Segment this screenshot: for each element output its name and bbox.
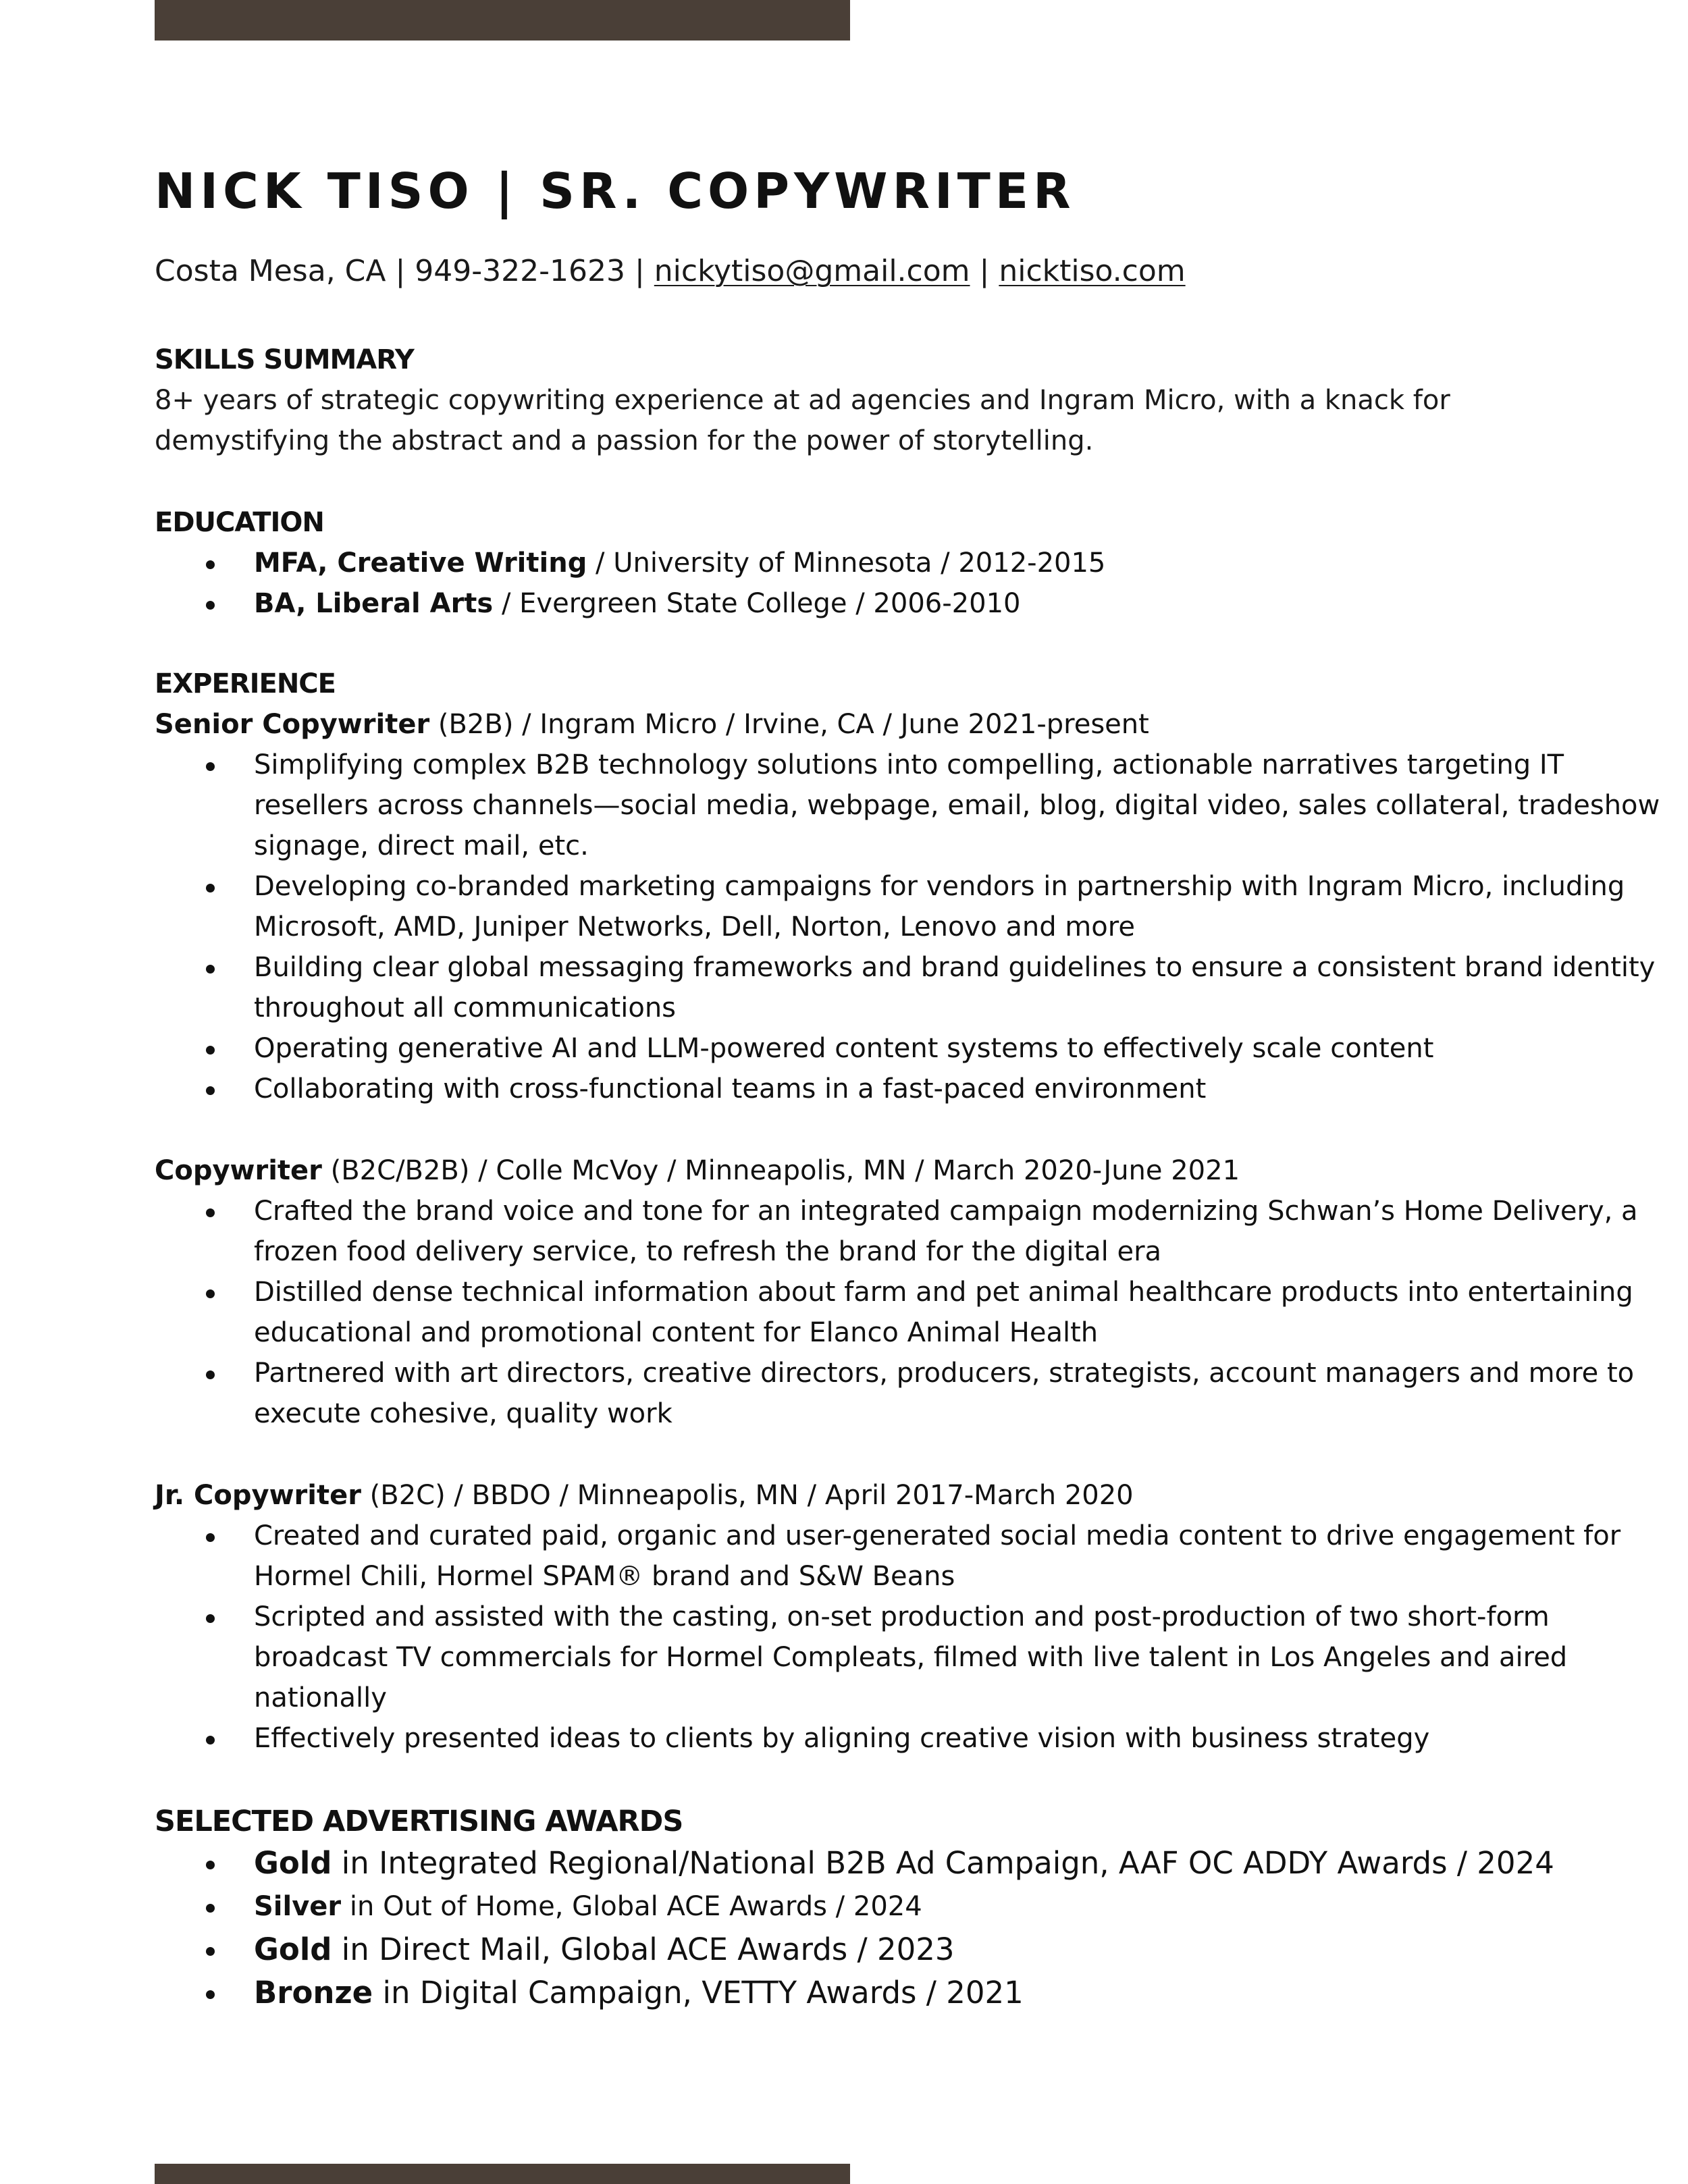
name-title-heading: NICK TISO | SR. COPYWRITER — [155, 163, 1076, 219]
list-item: Partnered with art directors, creative directors, producers, strategists, account managers and more to execute cohesive, quality work — [155, 1353, 1685, 1434]
award-detail: in Out of Home, Global ACE Awards / 2024 — [341, 1891, 922, 1922]
education-list — [155, 543, 1546, 624]
awards-heading: SELECTED ADVERTISING AWARDS — [155, 1805, 683, 1838]
skills-text: 8+ years of strategic copywriting experience at ad agencies and Ingram Micro, with a knack for demystifying the abstract and a passion for the power of storytelling. — [155, 385, 1450, 456]
contact-line — [155, 251, 1186, 292]
list-item — [155, 1928, 1685, 1971]
skills-section — [155, 340, 1546, 461]
list-item: Collaborating with cross-functional teams in a fast-paced environment — [155, 1069, 1685, 1109]
degree-detail: / University of Minnesota / 2012-2015 — [587, 548, 1106, 579]
separator: | — [970, 254, 999, 288]
list-item — [155, 583, 1685, 624]
list-item: Developing co-branded marketing campaigns for vendors in partnership with Ingram Micro, including Microsoft, AMD, Juniper Networks, Dell, Norton, Lenovo and more — [155, 866, 1685, 947]
job-detail: (B2B) / Ingram Micro / Irvine, CA / June 2021-present — [429, 709, 1149, 740]
job-detail: (B2C) / BBDO / Minneapolis, MN / April 2017-March 2020 — [361, 1480, 1134, 1511]
education-section — [155, 502, 1546, 624]
website-link[interactable]: nicktiso.com — [999, 254, 1186, 288]
award-detail: in Digital Campaign, VETTY Awards / 2021 — [373, 1975, 1024, 2010]
list-item — [155, 1842, 1685, 1885]
job-title: Copywriter — [155, 1155, 322, 1186]
list-item: Simplifying complex B2B technology solutions into compelling, actionable narratives targeting IT resellers across channels—social media, webpage, email, blog, digital video, sales collateral, tradeshow signage, direct mail, etc. — [155, 745, 1685, 866]
award-detail: in Direct Mail, Global ACE Awards / 2023 — [332, 1932, 955, 1967]
awards-section — [155, 1801, 1554, 2015]
award-detail: in Integrated Regional/National B2B Ad Campaign, AAF OC ADDY Awards / 2024 — [332, 1845, 1554, 1881]
job-title: Senior Copywriter — [155, 709, 430, 740]
job-title-line — [155, 704, 1546, 745]
job-detail: (B2C/B2B) / Colle McVoy / Minneapolis, MN / March 2020-June 2021 — [321, 1155, 1240, 1186]
degree-detail: / Evergreen State College / 2006-2010 — [493, 588, 1021, 619]
education-heading: EDUCATION — [155, 507, 324, 538]
list-item: Crafted the brand voice and tone for an integrated campaign modernizing Schwan’s Home Delivery, a frozen food delivery service, to refresh the brand for the digital era — [155, 1191, 1685, 1272]
phone: 949-322-1623 — [415, 254, 625, 288]
job-bullets — [155, 745, 1660, 1109]
list-item: Building clear global messaging frameworks and brand guidelines to ensure a consistent brand identity throughout all communications — [155, 947, 1685, 1028]
award-medal: Bronze — [254, 1975, 373, 2010]
award-medal: Gold — [254, 1932, 332, 1967]
skills-heading: SKILLS SUMMARY — [155, 344, 414, 375]
list-item — [155, 1885, 1685, 1928]
award-medal: Gold — [254, 1845, 332, 1881]
job-title-line — [155, 1150, 1546, 1191]
location: Costa Mesa, CA — [155, 254, 386, 288]
job-title: Jr. Copywriter — [155, 1480, 361, 1511]
job-block — [155, 1150, 1638, 1434]
experience-heading: EXPERIENCE — [155, 668, 336, 699]
job-block — [155, 1475, 1621, 1759]
degree: MFA, Creative Writing — [254, 548, 587, 579]
list-item — [155, 543, 1685, 583]
list-item: Created and curated paid, organic and user-generated social media content to drive engagement for Hormel Chili, Hormel SPAM® brand and S&W Beans — [155, 1516, 1685, 1597]
list-item — [155, 1971, 1685, 2015]
separator: | — [625, 254, 654, 288]
job-bullets — [155, 1516, 1621, 1759]
awards-list — [155, 1842, 1554, 2015]
award-medal: Silver — [254, 1891, 342, 1922]
top-decorative-bar — [155, 0, 850, 41]
job-title-line — [155, 1475, 1546, 1516]
experience-section — [155, 664, 1660, 1109]
list-item: Distilled dense technical information about farm and pet animal healthcare products into entertaining educational and promotional content for Elanco Animal Health — [155, 1272, 1685, 1353]
list-item: Operating generative AI and LLM-powered content systems to effectively scale content — [155, 1028, 1685, 1069]
bottom-decorative-bar — [155, 2164, 850, 2184]
list-item: Scripted and assisted with the casting, on-set production and post-production of two short-form broadcast TV commercials for Hormel Compleats, filmed with live talent in Los Angeles and aired nationally — [155, 1597, 1685, 1718]
degree: BA, Liberal Arts — [254, 588, 494, 619]
list-item: Effectively presented ideas to clients by aligning creative vision with business strategy — [155, 1718, 1685, 1759]
separator: | — [386, 254, 415, 288]
job-bullets — [155, 1191, 1638, 1434]
email-link[interactable]: nickytiso@gmail.com — [654, 254, 970, 288]
